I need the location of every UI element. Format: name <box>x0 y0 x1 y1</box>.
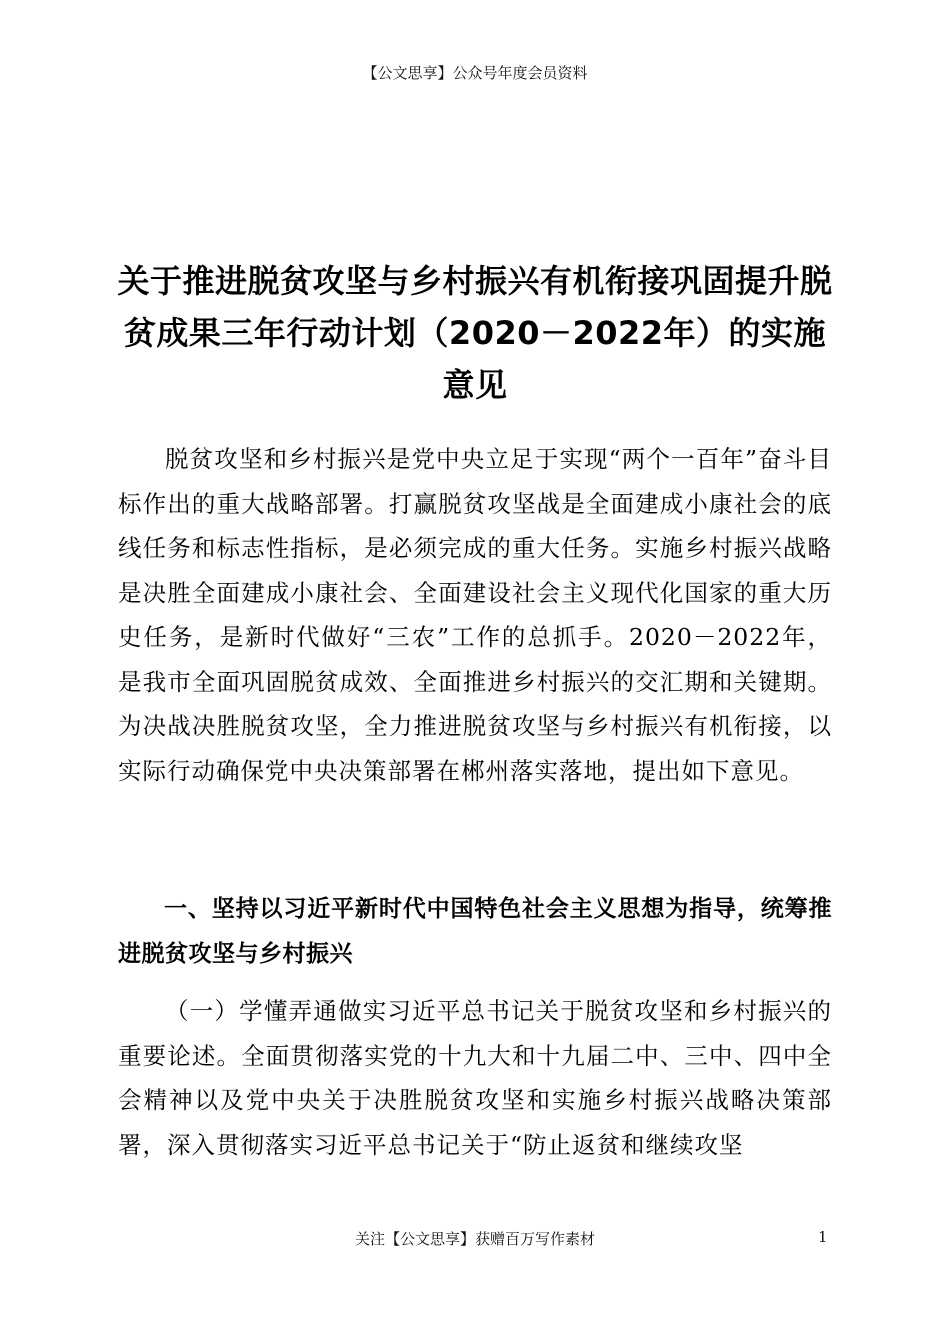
page-number: 1 <box>818 1228 828 1246</box>
page-header: 【公文思享】公众号年度会员资料 <box>362 64 588 82</box>
intro-paragraph: 脱贫攻坚和乡村振兴是党中央立足于实现“两个一百年”奋斗目标作出的重大战略部署。打赢脱贫攻坚战是全面建成小康社会的底线任务和标志性指标，是必须完成的重大任务。实施乡村振兴战略是决胜全面建成小康社会、全面建设社会主义现代化国家的重大历史任务，是新时代做好“三农”工作的总抓手。2020－2022年，是我市全面巩固脱贫成效、全面推进乡村振兴的交汇期和关键期。为决战决胜脱贫攻坚，全力推进脱贫攻坚与乡村振兴有机衔接，以实际行动确保党中央决策部署在郴州落实落地，提出如下意见。 <box>118 445 832 785</box>
document-title: 关于推进脱贫攻坚与乡村振兴有机衔接巩固提升脱贫成果三年行动计划（2020－2022年）的实施意见 <box>117 262 833 404</box>
subsection-paragraph: （一）学懂弄通做实习近平总书记关于脱贫攻坚和乡村振兴的重要论述。全面贯彻落实党的十九大和十九届二中、三中、四中全会精神以及党中央关于决胜脱贫攻坚和实施乡村振兴战略决策部署，深入贯彻落实习近平总书记关于“防止返贫和继续攻坚 <box>118 997 832 1159</box>
section-heading: 一、坚持以习近平新时代中国特色社会主义思想为指导，统筹推进脱贫攻坚与乡村振兴 <box>118 896 832 967</box>
page-footer: 关注【公文思享】获赠百万写作素材 <box>354 1230 595 1248</box>
